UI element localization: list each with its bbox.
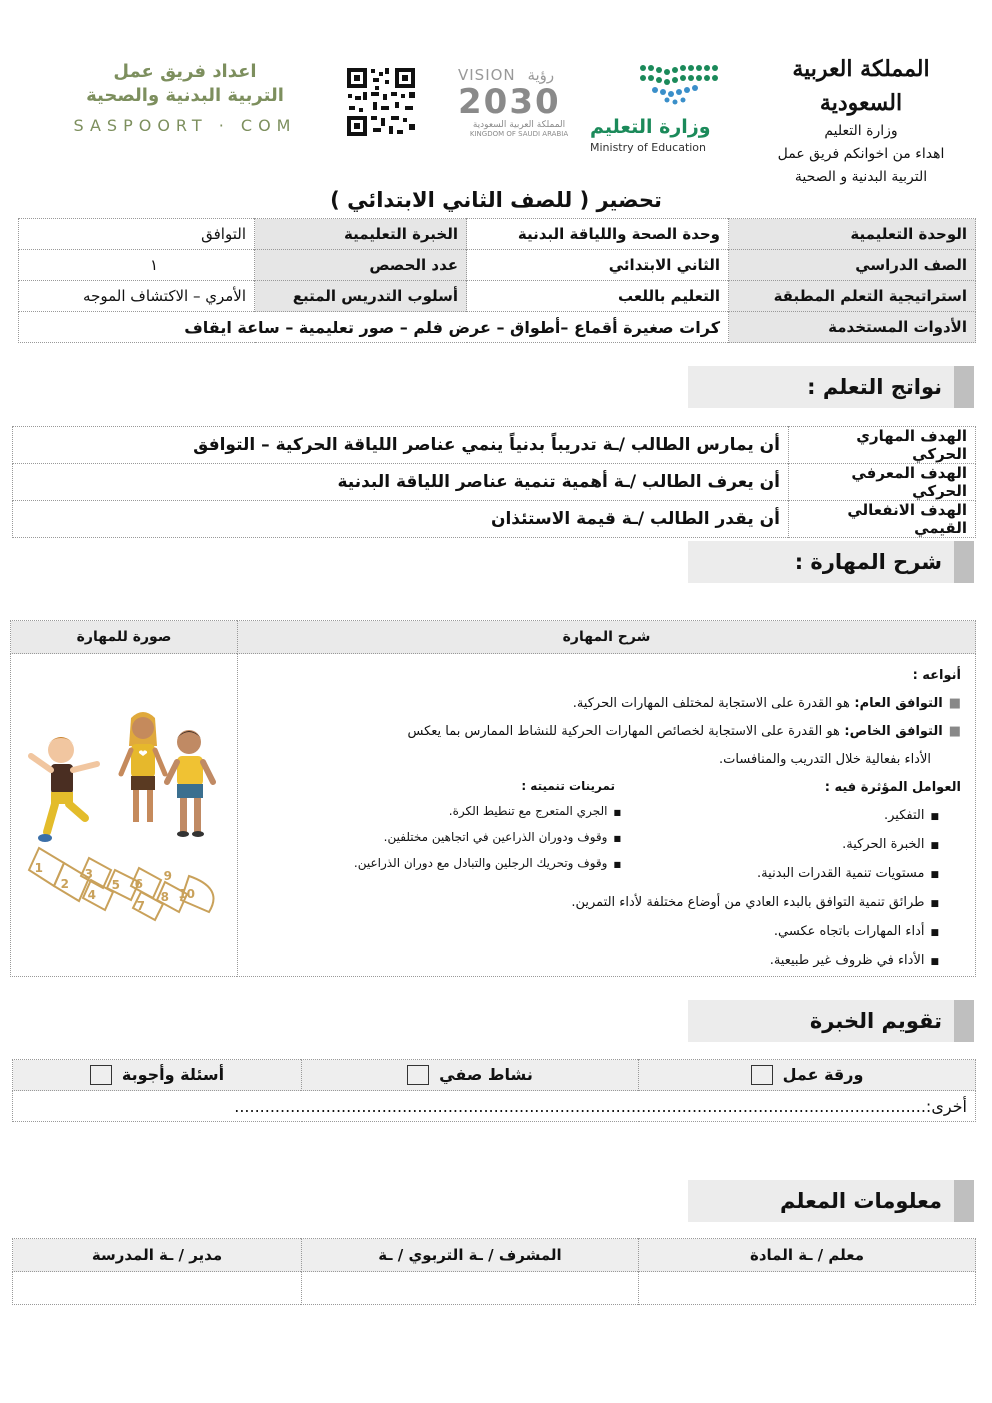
- special-coordination: ■التوافق الخاص: هو القدرة على الاستجابة لخصائص المهارات الحركية للنشاط الممارس بما يعكس: [407, 724, 961, 739]
- factors-column: [621, 774, 961, 889]
- qr-code[interactable]: [345, 66, 417, 138]
- teacher-heading: معلومات المعلم: [688, 1180, 974, 1222]
- supervisor-header: المشرف / ـة التربوي / ـة: [302, 1239, 639, 1272]
- hop-number: 2: [60, 877, 69, 891]
- goal-text-cognitive: أن يعرف الطالب /ـة أهمية تنمية عناصر اللياقة البدنية: [13, 464, 789, 501]
- subject-teacher-header: معلم / ـة المادة: [639, 1239, 976, 1272]
- general-label: التوافق العام:: [854, 696, 943, 711]
- class-activity-option[interactable]: نشاط صفي: [302, 1060, 639, 1091]
- class-activity-checkbox[interactable]: [407, 1065, 429, 1085]
- hop-number: 8: [160, 890, 169, 904]
- strategy-label: استراتيجية التعلم المطبقة: [729, 281, 976, 312]
- vision-word: VISION: [458, 66, 516, 84]
- moe-dots-icon: [588, 60, 738, 106]
- col-image-header: صورة للمهارة: [11, 621, 238, 654]
- tools-label: الأدوات المستخدمة: [729, 312, 976, 343]
- outcomes-heading: نواتج التعلم :: [688, 366, 974, 408]
- exercise-item: ■وقوف وتحريك الرجلين والتبادل مع دوران الذراعين.: [353, 856, 621, 870]
- vision-arabic: رؤية: [527, 66, 555, 84]
- moe-logo: [588, 60, 738, 156]
- table-row: [13, 501, 976, 538]
- factor-item: ■الخبرة الحركية.: [842, 837, 939, 852]
- periods-value: ١: [19, 250, 255, 281]
- boy-right-figure: [167, 730, 213, 837]
- method-value: الأمري – الاكتشاف الموجه: [19, 281, 255, 312]
- exercises-title: تمرينات تنميته :: [521, 779, 615, 793]
- exp-label: الخبرة التعليمية: [255, 219, 467, 250]
- moe-arabic: وزارة التعليم: [590, 116, 711, 138]
- skill-table: [10, 620, 976, 977]
- goal-label-skill: الهدف المهاري الحركي: [789, 427, 976, 464]
- skill-body-row: [11, 654, 976, 977]
- skill-header-row: [11, 621, 976, 654]
- teacher-sign-row: [13, 1272, 976, 1305]
- girl-middle-figure: [121, 712, 165, 822]
- hop-number: 5: [111, 878, 120, 892]
- evaluation-table: [12, 1059, 976, 1122]
- goal-text-skill: أن يمارس الطالب /ـة تدريباً بدنياً ينمي عناصر اللياقة الحركية – التوافق: [13, 427, 789, 464]
- hop-number: 3: [84, 867, 93, 881]
- info-row: [19, 281, 976, 312]
- ministry-name: وزارة التعليم: [824, 123, 898, 139]
- goal-text-affective: أن يقدر الطالب /ـة قيمة الاستئذان: [13, 501, 789, 538]
- gift-line-1: اهداء من اخوانكم فريق عمل: [777, 146, 945, 162]
- info-row: [19, 250, 976, 281]
- principal-header: مدير / ـة المدرسة: [13, 1239, 302, 1272]
- skill-image-cell: [11, 654, 238, 977]
- goal-label-affective: الهدف الانفعالي القيمي: [789, 501, 976, 538]
- general-text: هو القدرة على الاستجابة لمختلف المهارات الحركية.: [572, 696, 850, 711]
- goal-label-cognitive: الهدف المعرفي الحركي: [789, 464, 976, 501]
- periods-label: عدد الحصص: [255, 250, 467, 281]
- general-coordination: ■التوافق العام: هو القدرة على الاستجابة لمختلف المهارات الحركية.: [572, 696, 961, 711]
- hop-number: 6: [134, 877, 143, 891]
- teacher-info-table: [12, 1238, 976, 1305]
- grade-value: الثاني الابتدائي: [467, 250, 729, 281]
- exercise-item: ■الجري المتعرج مع تنطيط الكرة.: [448, 804, 621, 818]
- factor-item: ■التفكير.: [884, 808, 939, 823]
- vision-2030-logo: [458, 66, 580, 144]
- qa-option[interactable]: أسئلة وأجوبة: [13, 1060, 302, 1091]
- hopscotch-grid: [29, 848, 214, 920]
- info-row: [19, 312, 976, 343]
- evaluation-options-row: [13, 1060, 976, 1091]
- kids-hopscotch-illustration: [19, 698, 229, 928]
- grade-label: الصف الدراسي: [729, 250, 976, 281]
- factor-item: ■مستويات تنمية القدرات البدنية.: [757, 866, 939, 881]
- exercises-column: [354, 774, 621, 889]
- moe-english: Ministry of Education: [590, 141, 707, 154]
- skill-explanation: [238, 654, 976, 977]
- types-title: أنواعه :: [912, 668, 961, 683]
- worksheet-checkbox[interactable]: [751, 1065, 773, 1085]
- tools-value: كرات صغيرة أقماع –أطواق – عرض فلم – صور تعليمية – ساعة ايقاف: [19, 312, 729, 343]
- special-label: التوافق الخاص:: [844, 724, 943, 739]
- teacher-header-row: [13, 1239, 976, 1272]
- supervisor-sign[interactable]: [302, 1272, 639, 1305]
- kingdom-block: [766, 52, 956, 189]
- hop-number: 9: [163, 869, 172, 883]
- col-explain-header: شرح المهارة: [238, 621, 976, 654]
- team-line-1: اعداد فريق عمل: [113, 61, 257, 82]
- subject-teacher-sign[interactable]: [639, 1272, 976, 1305]
- skill-heading: شرح المهارة :: [688, 541, 974, 583]
- vision-sub-arabic: المملكة العربية السعودية: [472, 120, 566, 130]
- table-row: [13, 464, 976, 501]
- exercise-item: ■وقوف ودوران الذراعين في اتجاهين مختلفين.: [383, 830, 621, 844]
- unit-value: وحدة الصحة واللياقة البدنية: [467, 219, 729, 250]
- method-item: ■طرائق تنمية التوافق بالبدء العادي من أوضاع مختلفة لأداء التمرين.: [571, 895, 939, 910]
- evaluation-heading: تقويم الخبرة: [688, 1000, 974, 1042]
- boy-left-figure: [31, 737, 97, 842]
- factors-title: العوامل المؤثرة فيه :: [824, 780, 961, 795]
- method-item: ■أداء المهارات باتجاه عكسي.: [773, 924, 939, 939]
- lesson-info-table: [18, 218, 976, 343]
- evaluation-other-row: [13, 1091, 976, 1122]
- other-field[interactable]: أخرى:........................................................................................................................................: [13, 1091, 976, 1122]
- vision-number: 2030: [458, 82, 561, 122]
- special-text-2: الأداء بفعالية خلال التدريب والمنافسات.: [719, 752, 931, 767]
- table-row: [13, 427, 976, 464]
- hop-number: 10: [178, 887, 195, 901]
- factors-exercises: [248, 774, 961, 889]
- team-site: SASPOORT · COM: [73, 116, 297, 135]
- page-title: تحضير ( للصف الثاني الابتدائي ): [330, 188, 662, 212]
- exp-value: التوافق: [19, 219, 255, 250]
- principal-sign[interactable]: [13, 1272, 302, 1305]
- strategy-value: التعليم باللعب: [467, 281, 729, 312]
- team-line-2: التربية البدنية والصحية: [86, 85, 284, 106]
- hop-number: 1: [34, 861, 43, 875]
- team-logo: [70, 60, 300, 135]
- qr-code-icon: [345, 66, 417, 138]
- method-label: أسلوب التدريس المتبع: [255, 281, 467, 312]
- kingdom-calligraphy: المملكة العربية السعودية: [792, 56, 930, 116]
- vision-sub-english: KINGDOM OF SAUDI ARABIA: [469, 130, 569, 138]
- qa-checkbox[interactable]: [90, 1065, 112, 1085]
- worksheet-option[interactable]: ورقة عمل: [639, 1060, 976, 1091]
- hop-number: 4: [87, 888, 96, 902]
- special-text: هو القدرة على الاستجابة لخصائص المهارات الحركية للنشاط الممارس بما يعكس: [407, 724, 840, 739]
- outcomes-table: [12, 426, 976, 538]
- unit-label: الوحدة التعليمية: [729, 219, 976, 250]
- method-item: ■الأداء في ظروف غير طبيعية.: [769, 953, 939, 968]
- gift-line-2: التربية البدنية و الصحية: [794, 169, 928, 185]
- info-row: [19, 219, 976, 250]
- hop-number: 7: [136, 899, 145, 913]
